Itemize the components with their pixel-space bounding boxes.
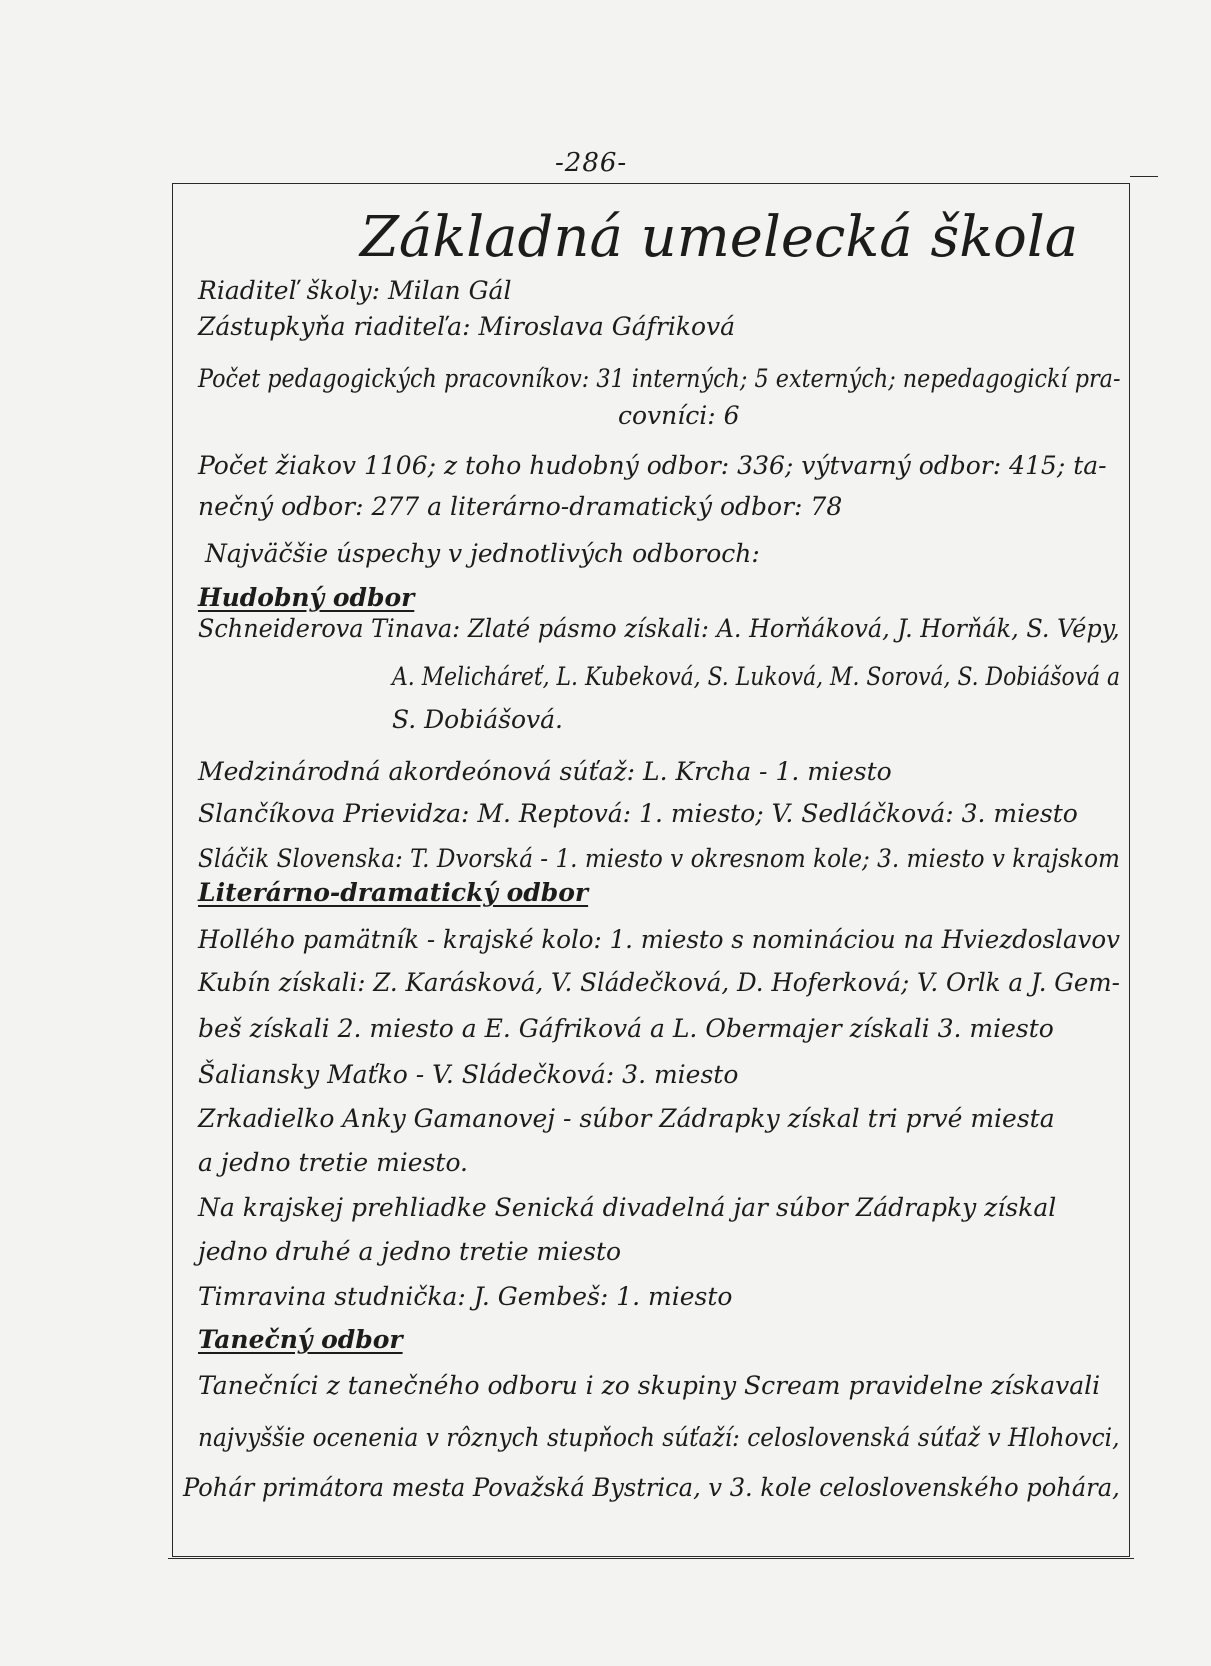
text-line: Slančíkova Prievidza: M. Reptová: 1. miesto; V. Sedláčková: 3. miesto bbox=[198, 799, 1078, 828]
text-line: Šaliansky Maťko - V. Sládečková: 3. miesto bbox=[198, 1060, 739, 1089]
text-line: jedno druhé a jedno tretie miesto bbox=[198, 1237, 622, 1266]
text-line: Riaditeľ školy: Milan Gál bbox=[198, 276, 512, 305]
text-line: Sláčik Slovenska: T. Dvorská - 1. miesto v okresnom kole; 3. miesto v krajskom bbox=[198, 844, 1120, 873]
section-heading: Tanečný odbor bbox=[198, 1325, 403, 1354]
text-line: Na krajskej prehliadke Senická divadelná jar súbor Zádrapky získal bbox=[198, 1193, 1057, 1222]
text-line: a jedno tretie miesto. bbox=[198, 1148, 469, 1177]
section-heading: Hudobný odbor bbox=[198, 583, 415, 612]
text-line: Tanečníci z tanečného odboru i zo skupiny Scream pravidelne získavali bbox=[198, 1371, 1101, 1400]
text-line: Počet pedagogických pracovníkov: 31 interných; 5 externých; nepedagogickí pra- bbox=[198, 364, 1121, 393]
text-line: Najväčšie úspechy v jednotlivých odboroch: bbox=[205, 539, 760, 568]
text-line: beš získali 2. miesto a E. Gáfriková a L. Obermajer získali 3. miesto bbox=[198, 1014, 1054, 1043]
text-line: Zrkadielko Anky Gamanovej - súbor Zádrapky získal tri prvé miesta bbox=[198, 1104, 1055, 1133]
text-line: Hollého pamätník - krajské kolo: 1. miesto s nomináciou na Hviezdoslavov bbox=[198, 925, 1120, 954]
frame-top-stub bbox=[1130, 176, 1158, 177]
text-line: Timravina studnička: J. Gembeš: 1. miesto bbox=[198, 1282, 733, 1311]
text-line: Počet žiakov 1106; z toho hudobný odbor: 336; výtvarný odbor: 415; ta- bbox=[198, 451, 1107, 480]
text-line: nečný odbor: 277 a literárno-dramatický odbor: 78 bbox=[198, 492, 843, 521]
text-line: S. Dobiášová. bbox=[392, 705, 563, 734]
section-heading: Literárno-dramatický odbor bbox=[198, 878, 589, 907]
text-line: Zástupkyňa riaditeľa: Miroslava Gáfriková bbox=[198, 312, 736, 341]
frame-bottom-rule bbox=[168, 1558, 1134, 1559]
text-line: Schneiderova Tinava: Zlaté pásmo získali: A. Horňáková, J. Horňák, S. Vépy, bbox=[198, 614, 1120, 643]
text-line: Medzinárodná akordeónová súťaž: L. Krcha - 1. miesto bbox=[198, 757, 892, 786]
page-number: -286- bbox=[555, 148, 628, 178]
text-line: najvyššie ocenenia v rôznych stupňoch súťaží: celoslovenská súťaž v Hlohovci, bbox=[198, 1423, 1120, 1452]
text-line: Kubín získali: Z. Karásková, V. Sládečková, D. Hoferková; V. Orlk a J. Gem- bbox=[198, 968, 1120, 997]
text-line: Pohár primátora mesta Považská Bystrica, v 3. kole celoslovenského pohára, bbox=[183, 1473, 1120, 1502]
text-line: covníci: 6 bbox=[618, 401, 740, 430]
page-title: Základná umelecká škola bbox=[360, 205, 1079, 270]
text-line: A. Melicháreť, L. Kubeková, S. Luková, M. Sorová, S. Dobiášová a bbox=[392, 662, 1121, 691]
